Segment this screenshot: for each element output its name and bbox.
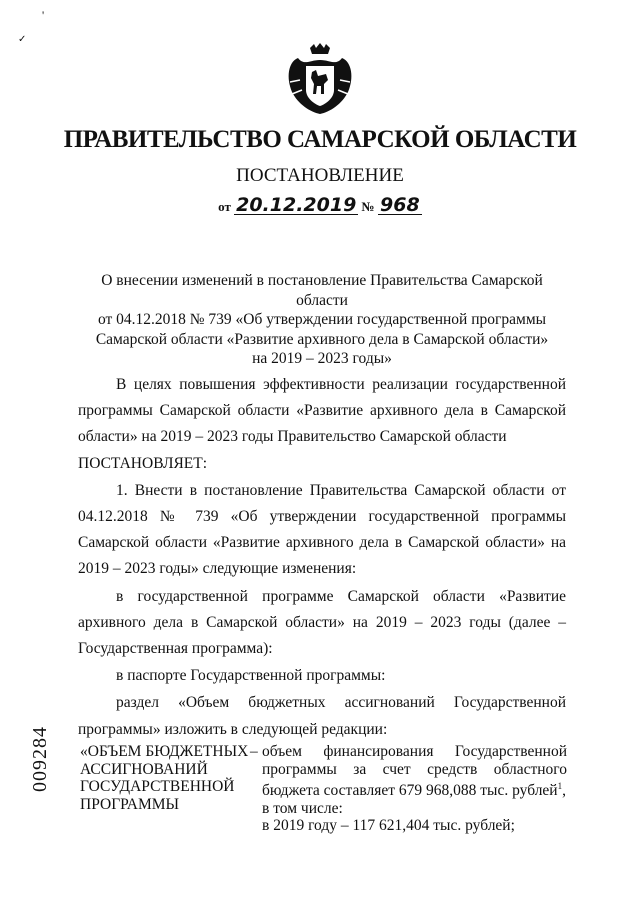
paragraph-section: раздел «Объем бюджетных ассигнований Государственной программы» изложить в следующей редакции: [78,694,566,738]
table-row-value [262,743,567,835]
label-line: ГОСУДАРСТВЕННОЙ [80,778,235,795]
date-number-line [0,196,640,215]
resolution-heading [78,271,566,369]
resolution-body [78,372,566,743]
table-dash: – [250,743,258,760]
paragraph-passport: в паспорте Государственной программы: [116,667,386,685]
document-type: ПОСТАНОВЛЕНИЕ [236,165,404,186]
coat-of-arms-icon [286,42,354,116]
including-label: в том числе: [262,799,343,817]
registration-stamp: 009284 [29,726,51,792]
funding-text: объем финансирования Государственной программы за счет средств областного бюджета составляет 679 968,088 тыс. рублей [262,743,567,800]
heading-line: на 2019 – 2023 годы» [252,350,392,367]
label-line: ПРОГРАММЫ [80,795,180,813]
government-title: ПРАВИТЕЛЬСТВО САМАРСКОЙ ОБЛАСТИ [63,126,577,153]
paragraph-purpose: В целях повышения эффективности реализации государственной программы Самарской области «Развитие архивного дела в Самарской области» на 2019 – 2023 годы Правительство Самарской области [78,376,566,446]
year-2019-amount: в 2019 году – 117 621,404 тыс. рублей; [262,817,515,835]
table-row-label [80,743,252,813]
handwritten-number: 968 [378,196,422,215]
number-prefix: № [361,199,375,214]
paragraph-decree: ПОСТАНОВЛЯЕТ: [78,454,208,472]
margin-mark: ' [42,8,45,22]
funding-text-end: , [562,782,566,800]
label-line: «ОБЪЕМ БЮДЖЕТНЫХ [80,743,249,760]
heading-line: О внесении изменений в постановление Правительства Самарской области [101,272,543,309]
check-mark: ✓ [18,34,27,45]
date-prefix: от [218,199,231,214]
handwritten-date: 20.12.2019 [236,194,357,216]
paragraph-item-1: 1. Внести в постановление Правительства Самарской области от 04.12.2018 № 739 «Об утверждении государственной программы Самарской области «Развитие архивного дела в Самарской области» на 2019 – 2023 годы» следующие изменения: [78,481,566,578]
label-line: АССИГНОВАНИЙ [80,760,208,778]
footnote-mark: 1 [557,781,563,791]
heading-line: Самарской области «Развитие архивного дела в Самарской области» [95,330,549,348]
paragraph-program-changes: в государственной программе Самарской области «Развитие архивного дела в Самарской области» на 2019 – 2023 годы (далее – Государственная программа): [78,587,566,658]
heading-line: от 04.12.2018 № 739 «Об утверждении государственной программы [97,311,547,328]
